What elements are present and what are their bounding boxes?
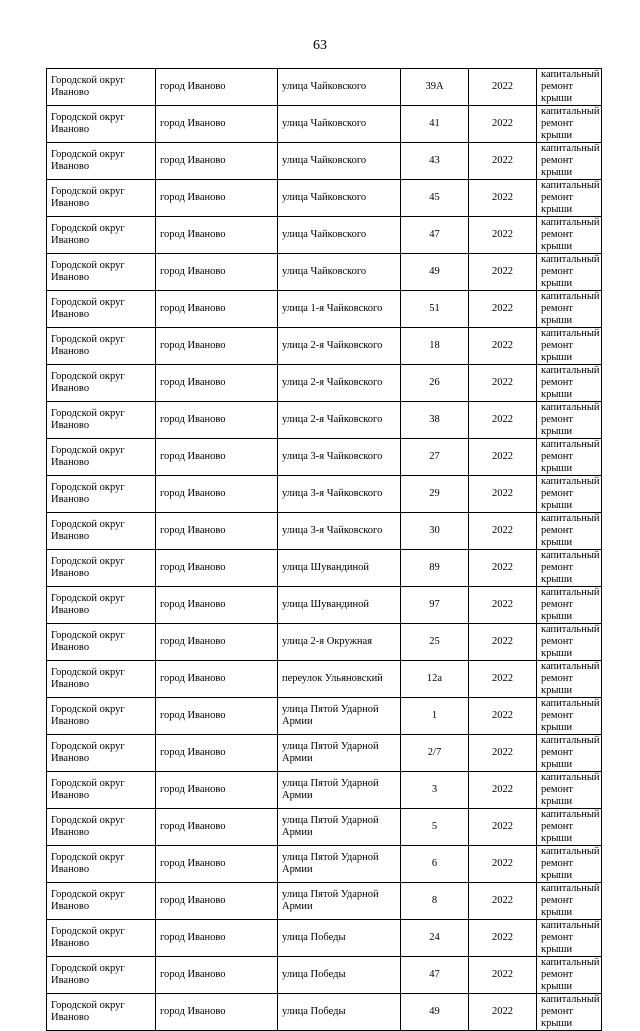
- cell-street: улица 2-я Окружная: [278, 624, 401, 661]
- table-row: [47, 550, 602, 587]
- table-row: [47, 69, 602, 106]
- cell-house-number: 49: [401, 254, 469, 291]
- table-row: [47, 402, 602, 439]
- cell-okrug: Городской округ Иваново: [47, 846, 156, 883]
- cell-city: город Иваново: [156, 772, 278, 809]
- cell-year: 2022: [469, 624, 537, 661]
- table-row: [47, 883, 602, 920]
- cell-year: 2022: [469, 328, 537, 365]
- cell-work-type: капитальный ремонт крыши: [537, 328, 602, 365]
- cell-street: улица Шувандиной: [278, 587, 401, 624]
- cell-city: город Иваново: [156, 661, 278, 698]
- cell-okrug: Городской округ Иваново: [47, 624, 156, 661]
- cell-house-number: 3: [401, 772, 469, 809]
- cell-work-type: капитальный ремонт крыши: [537, 624, 602, 661]
- cell-city: город Иваново: [156, 439, 278, 476]
- cell-street: улица Пятой Ударной Армии: [278, 698, 401, 735]
- cell-street: улица 3-я Чайковского: [278, 513, 401, 550]
- table-row: [47, 920, 602, 957]
- cell-work-type: капитальный ремонт крыши: [537, 476, 602, 513]
- table-row: [47, 661, 602, 698]
- cell-okrug: Городской округ Иваново: [47, 809, 156, 846]
- cell-street: улица Чайковского: [278, 143, 401, 180]
- cell-okrug: Городской округ Иваново: [47, 143, 156, 180]
- cell-year: 2022: [469, 217, 537, 254]
- cell-okrug: Городской округ Иваново: [47, 883, 156, 920]
- table-row: [47, 735, 602, 772]
- cell-house-number: 30: [401, 513, 469, 550]
- cell-okrug: Городской округ Иваново: [47, 550, 156, 587]
- cell-city: город Иваново: [156, 106, 278, 143]
- cell-house-number: 25: [401, 624, 469, 661]
- cell-year: 2022: [469, 476, 537, 513]
- cell-year: 2022: [469, 254, 537, 291]
- cell-city: город Иваново: [156, 365, 278, 402]
- cell-year: 2022: [469, 994, 537, 1031]
- cell-city: город Иваново: [156, 846, 278, 883]
- cell-house-number: 49: [401, 994, 469, 1031]
- cell-work-type: капитальный ремонт крыши: [537, 513, 602, 550]
- registry-table-body: [47, 69, 602, 1031]
- cell-okrug: Городской округ Иваново: [47, 957, 156, 994]
- cell-year: 2022: [469, 846, 537, 883]
- cell-street: улица Пятой Ударной Армии: [278, 846, 401, 883]
- cell-street: улица 2-я Чайковского: [278, 402, 401, 439]
- cell-street: улица Чайковского: [278, 180, 401, 217]
- cell-street: улица 1-я Чайковского: [278, 291, 401, 328]
- cell-year: 2022: [469, 365, 537, 402]
- table-row: [47, 217, 602, 254]
- table-row: [47, 143, 602, 180]
- cell-house-number: 8: [401, 883, 469, 920]
- cell-house-number: 24: [401, 920, 469, 957]
- cell-street: улица Победы: [278, 957, 401, 994]
- cell-year: 2022: [469, 957, 537, 994]
- cell-house-number: 45: [401, 180, 469, 217]
- cell-street: улица Чайковского: [278, 106, 401, 143]
- cell-work-type: капитальный ремонт крыши: [537, 291, 602, 328]
- cell-house-number: 89: [401, 550, 469, 587]
- cell-okrug: Городской округ Иваново: [47, 920, 156, 957]
- cell-okrug: Городской округ Иваново: [47, 402, 156, 439]
- table-row: [47, 994, 602, 1031]
- cell-work-type: капитальный ремонт крыши: [537, 180, 602, 217]
- cell-work-type: капитальный ремонт крыши: [537, 809, 602, 846]
- cell-work-type: капитальный ремонт крыши: [537, 846, 602, 883]
- cell-work-type: капитальный ремонт крыши: [537, 143, 602, 180]
- cell-work-type: капитальный ремонт крыши: [537, 439, 602, 476]
- cell-street: улица 2-я Чайковского: [278, 328, 401, 365]
- table-row: [47, 624, 602, 661]
- table-row: [47, 180, 602, 217]
- cell-house-number: 51: [401, 291, 469, 328]
- table-row: [47, 476, 602, 513]
- cell-okrug: Городской округ Иваново: [47, 513, 156, 550]
- cell-okrug: Городской округ Иваново: [47, 439, 156, 476]
- cell-city: город Иваново: [156, 920, 278, 957]
- cell-street: улица Чайковского: [278, 217, 401, 254]
- table-row: [47, 365, 602, 402]
- cell-work-type: капитальный ремонт крыши: [537, 661, 602, 698]
- table-row: [47, 254, 602, 291]
- cell-year: 2022: [469, 809, 537, 846]
- cell-street: улица 3-я Чайковского: [278, 439, 401, 476]
- cell-city: город Иваново: [156, 994, 278, 1031]
- cell-okrug: Городской округ Иваново: [47, 735, 156, 772]
- cell-okrug: Городской округ Иваново: [47, 365, 156, 402]
- cell-work-type: капитальный ремонт крыши: [537, 920, 602, 957]
- cell-work-type: капитальный ремонт крыши: [537, 69, 602, 106]
- cell-house-number: 47: [401, 217, 469, 254]
- cell-house-number: 38: [401, 402, 469, 439]
- cell-street: улица Пятой Ударной Армии: [278, 772, 401, 809]
- registry-table: [46, 68, 602, 1031]
- cell-city: город Иваново: [156, 513, 278, 550]
- cell-work-type: капитальный ремонт крыши: [537, 587, 602, 624]
- cell-street: переулок Ульяновский: [278, 661, 401, 698]
- cell-work-type: капитальный ремонт крыши: [537, 402, 602, 439]
- table-row: [47, 439, 602, 476]
- cell-house-number: 47: [401, 957, 469, 994]
- cell-okrug: Городской округ Иваново: [47, 994, 156, 1031]
- cell-city: город Иваново: [156, 69, 278, 106]
- cell-street: улица Пятой Ударной Армии: [278, 735, 401, 772]
- cell-street: улица 3-я Чайковского: [278, 476, 401, 513]
- cell-year: 2022: [469, 69, 537, 106]
- cell-street: улица Победы: [278, 994, 401, 1031]
- table-row: [47, 846, 602, 883]
- cell-year: 2022: [469, 180, 537, 217]
- cell-house-number: 1: [401, 698, 469, 735]
- page-number: 63: [313, 38, 327, 53]
- cell-year: 2022: [469, 587, 537, 624]
- cell-house-number: 2/7: [401, 735, 469, 772]
- cell-work-type: капитальный ремонт крыши: [537, 217, 602, 254]
- cell-okrug: Городской округ Иваново: [47, 476, 156, 513]
- table-row: [47, 957, 602, 994]
- cell-house-number: 39А: [401, 69, 469, 106]
- cell-year: 2022: [469, 735, 537, 772]
- cell-city: город Иваново: [156, 291, 278, 328]
- table-row: [47, 772, 602, 809]
- cell-street: улица 2-я Чайковского: [278, 365, 401, 402]
- cell-house-number: 5: [401, 809, 469, 846]
- cell-work-type: капитальный ремонт крыши: [537, 254, 602, 291]
- cell-street: улица Пятой Ударной Армии: [278, 883, 401, 920]
- cell-year: 2022: [469, 402, 537, 439]
- cell-work-type: капитальный ремонт крыши: [537, 106, 602, 143]
- cell-okrug: Городской округ Иваново: [47, 772, 156, 809]
- cell-house-number: 27: [401, 439, 469, 476]
- cell-street: улица Победы: [278, 920, 401, 957]
- cell-year: 2022: [469, 661, 537, 698]
- cell-city: город Иваново: [156, 624, 278, 661]
- cell-street: улица Шувандиной: [278, 550, 401, 587]
- cell-city: город Иваново: [156, 254, 278, 291]
- table-row: [47, 698, 602, 735]
- cell-street: улица Чайковского: [278, 69, 401, 106]
- cell-house-number: 18: [401, 328, 469, 365]
- cell-year: 2022: [469, 513, 537, 550]
- cell-street: улица Пятой Ударной Армии: [278, 809, 401, 846]
- cell-okrug: Городской округ Иваново: [47, 698, 156, 735]
- cell-city: город Иваново: [156, 698, 278, 735]
- cell-year: 2022: [469, 143, 537, 180]
- table-row: [47, 513, 602, 550]
- cell-year: 2022: [469, 550, 537, 587]
- cell-work-type: капитальный ремонт крыши: [537, 994, 602, 1031]
- cell-city: город Иваново: [156, 550, 278, 587]
- cell-okrug: Городской округ Иваново: [47, 217, 156, 254]
- table-row: [47, 587, 602, 624]
- cell-okrug: Городской округ Иваново: [47, 661, 156, 698]
- cell-city: город Иваново: [156, 476, 278, 513]
- cell-okrug: Городской округ Иваново: [47, 180, 156, 217]
- cell-okrug: Городской округ Иваново: [47, 69, 156, 106]
- cell-city: город Иваново: [156, 883, 278, 920]
- cell-house-number: 29: [401, 476, 469, 513]
- cell-house-number: 26: [401, 365, 469, 402]
- cell-year: 2022: [469, 106, 537, 143]
- cell-work-type: капитальный ремонт крыши: [537, 735, 602, 772]
- cell-year: 2022: [469, 291, 537, 328]
- cell-okrug: Городской округ Иваново: [47, 106, 156, 143]
- cell-city: город Иваново: [156, 735, 278, 772]
- cell-house-number: 12а: [401, 661, 469, 698]
- cell-house-number: 41: [401, 106, 469, 143]
- cell-work-type: капитальный ремонт крыши: [537, 365, 602, 402]
- cell-okrug: Городской округ Иваново: [47, 587, 156, 624]
- cell-city: город Иваново: [156, 328, 278, 365]
- table-row: [47, 809, 602, 846]
- cell-work-type: капитальный ремонт крыши: [537, 550, 602, 587]
- cell-okrug: Городской округ Иваново: [47, 254, 156, 291]
- cell-year: 2022: [469, 698, 537, 735]
- cell-house-number: 6: [401, 846, 469, 883]
- cell-work-type: капитальный ремонт крыши: [537, 772, 602, 809]
- cell-city: город Иваново: [156, 587, 278, 624]
- cell-work-type: капитальный ремонт крыши: [537, 883, 602, 920]
- cell-city: город Иваново: [156, 809, 278, 846]
- cell-year: 2022: [469, 439, 537, 476]
- cell-year: 2022: [469, 883, 537, 920]
- cell-work-type: капитальный ремонт крыши: [537, 957, 602, 994]
- cell-city: город Иваново: [156, 143, 278, 180]
- cell-work-type: капитальный ремонт крыши: [537, 698, 602, 735]
- cell-city: город Иваново: [156, 402, 278, 439]
- cell-city: город Иваново: [156, 217, 278, 254]
- cell-okrug: Городской округ Иваново: [47, 291, 156, 328]
- table-row: [47, 328, 602, 365]
- cell-street: улица Чайковского: [278, 254, 401, 291]
- table-row: [47, 291, 602, 328]
- cell-city: город Иваново: [156, 957, 278, 994]
- cell-city: город Иваново: [156, 180, 278, 217]
- cell-year: 2022: [469, 772, 537, 809]
- cell-house-number: 43: [401, 143, 469, 180]
- cell-okrug: Городской округ Иваново: [47, 328, 156, 365]
- cell-year: 2022: [469, 920, 537, 957]
- table-row: [47, 106, 602, 143]
- cell-house-number: 97: [401, 587, 469, 624]
